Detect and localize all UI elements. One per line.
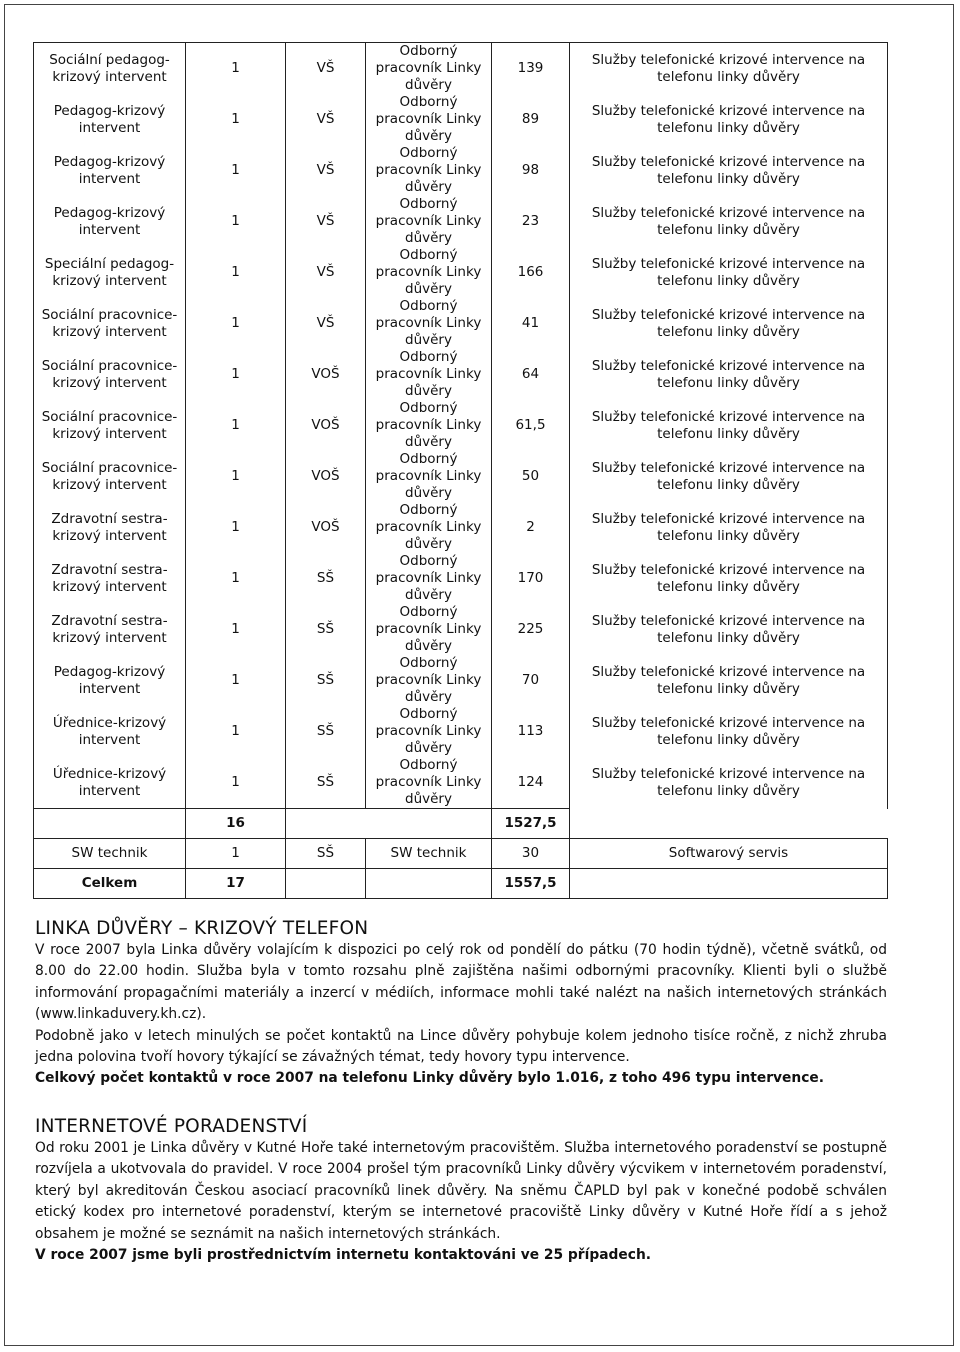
cell-job: Pedagog-krizový intervent — [34, 196, 186, 247]
subtotal-blank-2 — [286, 809, 366, 839]
cell-hours: 225 — [492, 604, 570, 655]
crisis-line-summary: Celkový počet kontaktů v roce 2007 na telefonu Linky důvěry bylo 1.016, z toho 496 typu intervence. — [35, 1070, 825, 1087]
cell-service: Služby telefonické krizové intervence na telefonu linky důvěry — [570, 655, 888, 706]
staff-table-body — [34, 43, 888, 809]
table-row — [34, 298, 888, 349]
cell-service: Služby telefonické krizové intervence na telefonu linky důvěry — [570, 94, 888, 145]
cell-service: Služby telefonické krizové intervence na telefonu linky důvěry — [570, 502, 888, 553]
cell-service: Služby telefonické krizové intervence na telefonu linky důvěry — [570, 196, 888, 247]
cell-role: Odborný pracovník Linky důvěry — [366, 196, 492, 247]
cell-count: 1 — [186, 247, 286, 298]
cell-edu: VŠ — [286, 145, 366, 196]
cell-hours: 41 — [492, 298, 570, 349]
cell-edu: VOŠ — [286, 451, 366, 502]
cell-role: Odborný pracovník Linky důvěry — [366, 451, 492, 502]
total-service — [570, 869, 888, 899]
cell-edu: VŠ — [286, 196, 366, 247]
cell-count: 1 — [186, 706, 286, 757]
cell-service: Služby telefonické krizové intervence na telefonu linky důvěry — [570, 247, 888, 298]
cell-role: Odborný pracovník Linky důvěry — [366, 553, 492, 604]
cell-count: 1 — [186, 196, 286, 247]
section-heading-internet: INTERNETOVÉ PORADENSTVÍ — [35, 1116, 308, 1137]
cell-count: 1 — [186, 43, 286, 95]
cell-role: Odborný pracovník Linky důvěry — [366, 655, 492, 706]
cell-edu: VŠ — [286, 43, 366, 95]
total-row — [34, 869, 888, 899]
table-row — [34, 604, 888, 655]
cell-service: Služby telefonické krizové intervence na telefonu linky důvěry — [570, 298, 888, 349]
cell-service: Služby telefonické krizové intervence na telefonu linky důvěry — [570, 349, 888, 400]
cell-count: 1 — [186, 757, 286, 809]
cell-edu: SŠ — [286, 706, 366, 757]
internet-paragraph-1: Od roku 2001 je Linka důvěry v Kutné Hoře také internetovým pracovištěm. Služba internetového poradenství se postupně rozvíjela a ukotvovala do pravidel. V roce 2004 prošel tým pracovníků Linky důvěry výcvikem v internetovém poradenství, který byl akreditován Českou asociací pracovníků linek důvěry. Na sněmu ČAPLD byl pak v konečné podobě schválen etický kodex pro internetové poradenství, kterým se internetové pracoviště Linky důvěry v Kutné Hoře řídí a s jehož obsahem je možné se seznámit na našich internetových stránkách. — [35, 1140, 887, 1242]
table-row — [34, 502, 888, 553]
sw-edu: SŠ — [286, 839, 366, 869]
cell-job: Pedagog-krizový intervent — [34, 145, 186, 196]
cell-count: 1 — [186, 400, 286, 451]
section-crisis-line — [35, 918, 887, 1090]
cell-hours: 50 — [492, 451, 570, 502]
cell-job: Sociální pracovnice-krizový intervent — [34, 451, 186, 502]
sw-job: SW technik — [34, 839, 186, 869]
cell-service: Služby telefonické krizové intervence na telefonu linky důvěry — [570, 43, 888, 95]
cell-count: 1 — [186, 655, 286, 706]
cell-role: Odborný pracovník Linky důvěry — [366, 604, 492, 655]
table-row — [34, 706, 888, 757]
sw-count: 1 — [186, 839, 286, 869]
cell-job: Zdravotní sestra-krizový intervent — [34, 502, 186, 553]
cell-role: Odborný pracovník Linky důvěry — [366, 400, 492, 451]
subtotal-blank — [34, 809, 186, 839]
table-row — [34, 553, 888, 604]
cell-edu: VOŠ — [286, 349, 366, 400]
cell-hours: 23 — [492, 196, 570, 247]
table-row — [34, 451, 888, 502]
cell-job: Sociální pracovnice-krizový intervent — [34, 400, 186, 451]
crisis-line-paragraph-2: Podobně jako v letech minulých se počet kontaktů na Lince důvěry pohybuje kolem jednoho tisíce ročně, z nichž zhruba jedna polovina tvoří hovory týkající se závažných témat, tedy hovory typu intervence. — [35, 1027, 887, 1066]
cell-role: Odborný pracovník Linky důvěry — [366, 247, 492, 298]
total-count: 17 — [186, 869, 286, 899]
subtotal-blank-4 — [570, 809, 888, 839]
cell-job: Zdravotní sestra-krizový intervent — [34, 604, 186, 655]
cell-service: Služby telefonické krizové intervence na telefonu linky důvěry — [570, 145, 888, 196]
cell-service: Služby telefonické krizové intervence na telefonu linky důvěry — [570, 400, 888, 451]
sw-row — [34, 839, 888, 869]
total-hours: 1557,5 — [492, 869, 570, 899]
cell-hours: 113 — [492, 706, 570, 757]
cell-edu: VOŠ — [286, 502, 366, 553]
cell-edu: SŠ — [286, 553, 366, 604]
sw-hours: 30 — [492, 839, 570, 869]
cell-role: Odborný pracovník Linky důvěry — [366, 706, 492, 757]
cell-edu: VŠ — [286, 298, 366, 349]
cell-count: 1 — [186, 298, 286, 349]
cell-hours: 166 — [492, 247, 570, 298]
table-row — [34, 94, 888, 145]
table-row — [34, 400, 888, 451]
table-row — [34, 757, 888, 809]
cell-hours: 2 — [492, 502, 570, 553]
cell-edu: SŠ — [286, 655, 366, 706]
cell-hours: 70 — [492, 655, 570, 706]
cell-job: Zdravotní sestra-krizový intervent — [34, 553, 186, 604]
cell-job: Pedagog-krizový intervent — [34, 94, 186, 145]
staff-table — [33, 42, 888, 899]
cell-edu: SŠ — [286, 757, 366, 809]
subtotal-count: 16 — [186, 809, 286, 839]
table-row — [34, 655, 888, 706]
cell-service: Služby telefonické krizové intervence na telefonu linky důvěry — [570, 757, 888, 809]
internet-summary: V roce 2007 jsme byli prostřednictvím internetu kontaktováni ve 25 případech. — [35, 1247, 652, 1264]
table-row — [34, 349, 888, 400]
cell-job: Sociální pracovnice-krizový intervent — [34, 298, 186, 349]
section-heading-crisis-line: LINKA DŮVĚRY – KRIZOVÝ TELEFON — [35, 918, 369, 939]
cell-hours: 61,5 — [492, 400, 570, 451]
cell-edu: VOŠ — [286, 400, 366, 451]
cell-count: 1 — [186, 94, 286, 145]
sw-service: Softwarový servis — [570, 839, 888, 869]
cell-count: 1 — [186, 502, 286, 553]
sw-role: SW technik — [366, 839, 492, 869]
cell-hours: 124 — [492, 757, 570, 809]
section-internet-counseling — [35, 1116, 887, 1266]
cell-role: Odborný pracovník Linky důvěry — [366, 298, 492, 349]
total-role — [366, 869, 492, 899]
cell-count: 1 — [186, 553, 286, 604]
table-row — [34, 43, 888, 95]
cell-service: Služby telefonické krizové intervence na telefonu linky důvěry — [570, 553, 888, 604]
cell-service: Služby telefonické krizové intervence na telefonu linky důvěry — [570, 706, 888, 757]
cell-hours: 64 — [492, 349, 570, 400]
table-row — [34, 145, 888, 196]
crisis-line-paragraph-1: V roce 2007 byla Linka důvěry volajícím k dispozici po celý rok od pondělí do pátku (70 hodin týdně), včetně svátků, od 8.00 do 22.00 hodin. Služba byla v tomto rozsahu plně zajištěna našimi odbornými pracovníky. Klienti byli o službě informování propagačními materiály a inzercí v médiích, informace mohli také nalézt na našich internetových stránkách (www.linkaduvery.kh.cz). — [35, 942, 887, 1023]
cell-edu: VŠ — [286, 94, 366, 145]
cell-job: Sociální pedagog-krizový intervent — [34, 43, 186, 95]
cell-job: Úřednice-krizový intervent — [34, 757, 186, 809]
cell-count: 1 — [186, 349, 286, 400]
cell-job: Sociální pracovnice-krizový intervent — [34, 349, 186, 400]
cell-hours: 98 — [492, 145, 570, 196]
total-edu — [286, 869, 366, 899]
subtotal-blank-3 — [366, 809, 492, 839]
total-label: Celkem — [34, 869, 186, 899]
cell-edu: VŠ — [286, 247, 366, 298]
cell-role: Odborný pracovník Linky důvěry — [366, 145, 492, 196]
table-row — [34, 247, 888, 298]
cell-service: Služby telefonické krizové intervence na telefonu linky důvěry — [570, 451, 888, 502]
cell-role: Odborný pracovník Linky důvěry — [366, 43, 492, 95]
cell-count: 1 — [186, 604, 286, 655]
cell-count: 1 — [186, 145, 286, 196]
table-row — [34, 196, 888, 247]
cell-service: Služby telefonické krizové intervence na telefonu linky důvěry — [570, 604, 888, 655]
cell-edu: SŠ — [286, 604, 366, 655]
cell-job: Pedagog-krizový intervent — [34, 655, 186, 706]
cell-role: Odborný pracovník Linky důvěry — [366, 94, 492, 145]
cell-role: Odborný pracovník Linky důvěry — [366, 502, 492, 553]
cell-hours: 89 — [492, 94, 570, 145]
subtotal-row — [34, 809, 888, 839]
cell-job: Úřednice-krizový intervent — [34, 706, 186, 757]
cell-hours: 139 — [492, 43, 570, 95]
cell-job: Speciální pedagog-krizový intervent — [34, 247, 186, 298]
cell-count: 1 — [186, 451, 286, 502]
cell-role: Odborný pracovník Linky důvěry — [366, 349, 492, 400]
cell-role: Odborný pracovník Linky důvěry — [366, 757, 492, 809]
cell-hours: 170 — [492, 553, 570, 604]
subtotal-hours: 1527,5 — [492, 809, 570, 839]
